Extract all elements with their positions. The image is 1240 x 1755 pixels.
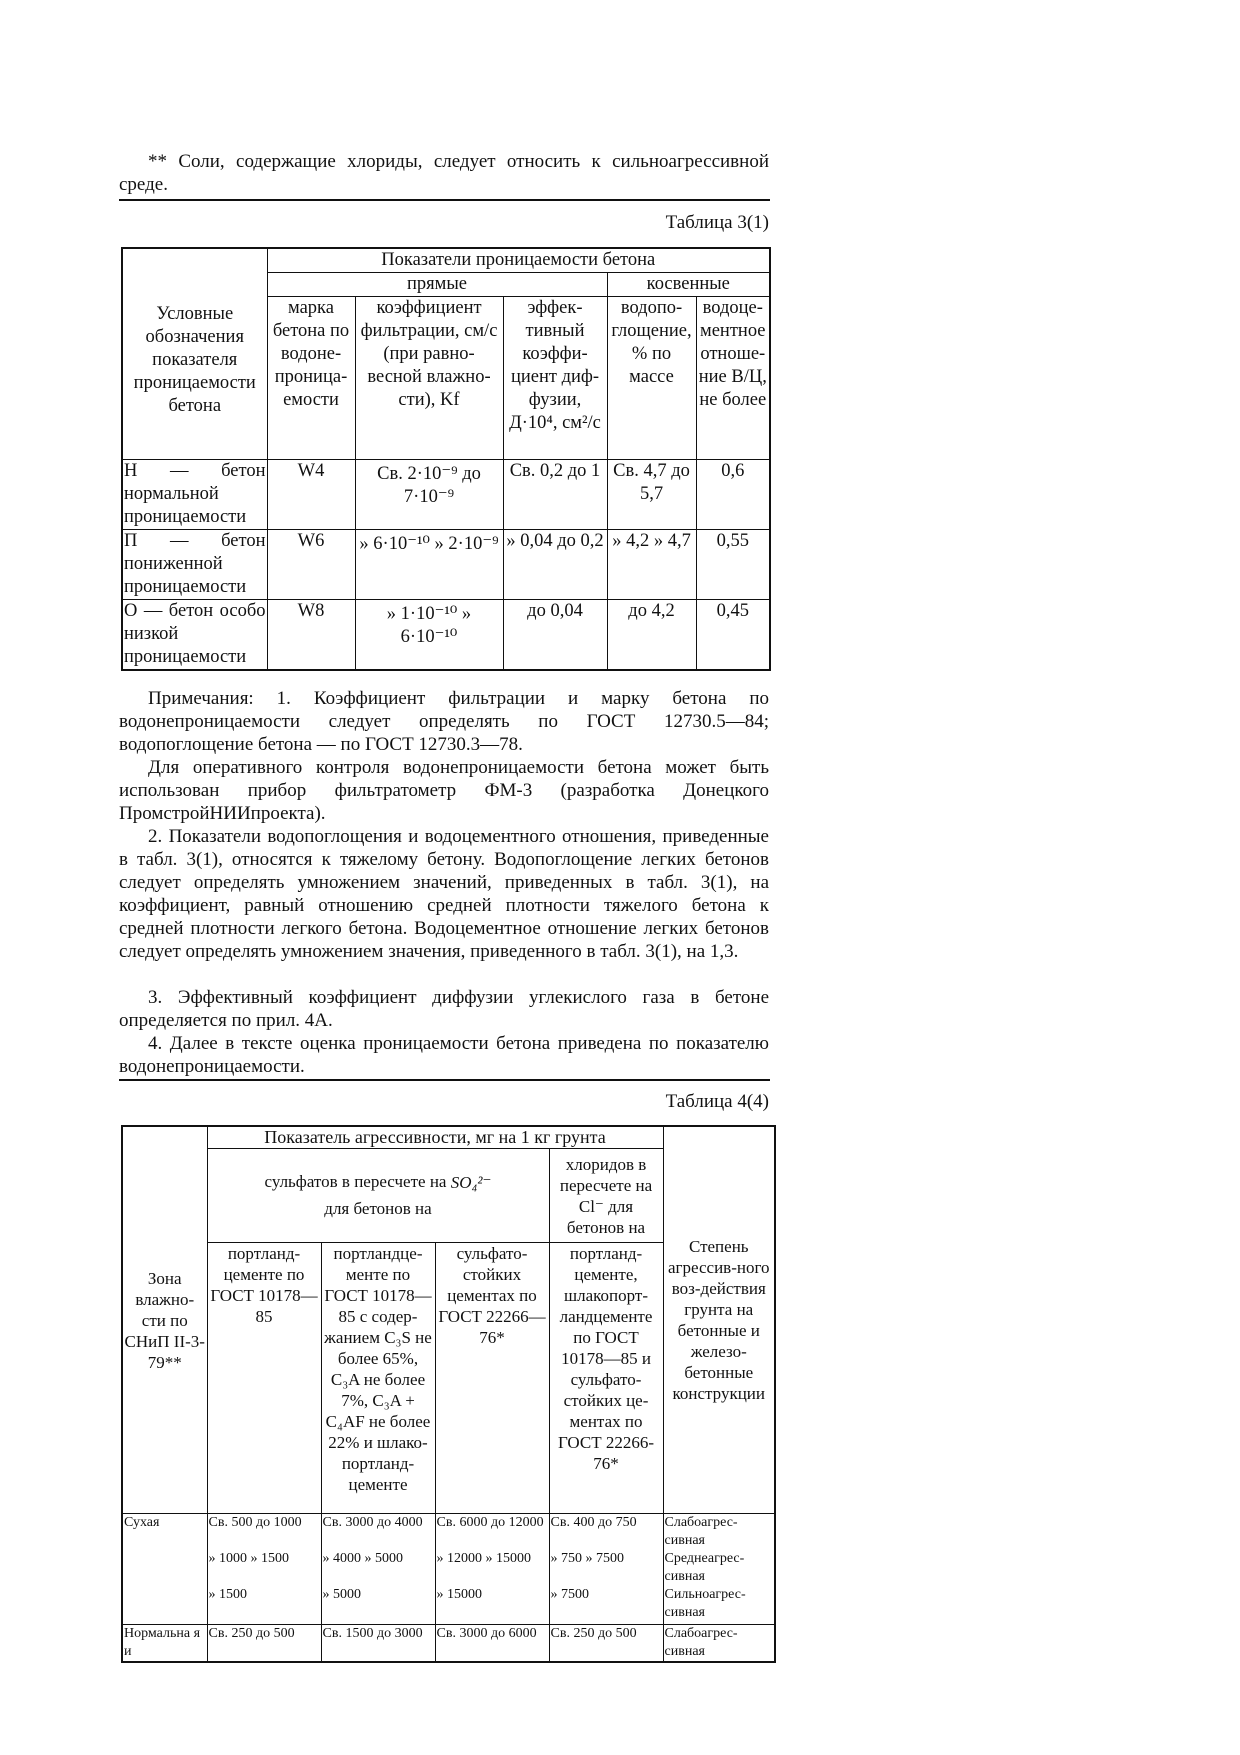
th-degree: Степень агрессив-ного воз-действия грунта на бетонные и железо-бетонные конструкции xyxy=(663,1126,775,1514)
th-sulfate xyxy=(207,1149,549,1243)
th-mark: марка бетона по водоне-проница-емости xyxy=(267,297,355,460)
intro-footnote: ** Соли, содержащие хлориды, следует относить к сильноагрессивной среде. xyxy=(119,151,769,195)
table3-caption: Таблица 3(1) xyxy=(665,212,769,233)
cell-zone: Нормальна я и xyxy=(122,1624,207,1662)
cell-diffusion: до 0,04 xyxy=(503,600,607,671)
cell-value: » 1000 » 1500 xyxy=(207,1550,321,1586)
cell-mark: W4 xyxy=(267,460,355,530)
table-row xyxy=(122,1126,775,1149)
cell-absorption: Св. 4,7 до 5,7 xyxy=(607,460,696,530)
cell-value: Св. 500 до 1000 xyxy=(207,1514,321,1551)
cell-degree: Сильноагрес-сивная xyxy=(663,1586,775,1624)
th-diffusion: эффек-тивный коэффи-циент диф-фузии, Д·10⁴, см²/с xyxy=(503,297,607,460)
cell-wc-ratio: 0,6 xyxy=(696,460,770,530)
th-sulfate-resistant: сульфато-стойких цементах по ГОСТ 22266—76* xyxy=(435,1243,549,1514)
row-label: П — бетон пониженной проницаемости xyxy=(122,530,267,600)
th-zone: Зона влажно-сти по СНиП II-3-79** xyxy=(122,1126,207,1514)
cell-degree: Слабоагрес-сивная xyxy=(663,1624,775,1662)
table-row xyxy=(122,460,770,530)
th-indirect: косвенные xyxy=(607,273,770,297)
note-3: 3. Эффективный коэффициент диффузии углекислого газа в бетоне определяется по прил. 4А. xyxy=(119,987,769,1031)
note-1: Примечания: 1. Коэффициент фильтрации и марку бетона по водонепроницаемости следует определять по ГОСТ 12730.5—84; водопоглощение бетона — по ГОСТ 12730.3—78. xyxy=(119,688,769,755)
divider-rule xyxy=(119,199,770,201)
cell-degree: Среднеагрес-сивная xyxy=(663,1550,775,1586)
table-row xyxy=(122,1586,775,1624)
th-designation: Условные обозначения показателя проницаемости бетона xyxy=(122,248,267,460)
table-row xyxy=(122,1550,775,1586)
cell-mark: W8 xyxy=(267,600,355,671)
table-row xyxy=(122,1514,775,1551)
cell-value: » 1500 xyxy=(207,1586,321,1624)
note-4: 4. Далее в тексте оценка проницаемости бетона приведена по показателю водонепроницаемости. xyxy=(119,1033,769,1077)
row-label: Н — бетон нормальной проницаемости xyxy=(122,460,267,530)
th-aggressiveness-group: Показатель агрессивности, мг на 1 кг грунта xyxy=(207,1126,663,1149)
table4-aggressiveness xyxy=(121,1125,776,1663)
th-absorption: водопо-глощение, % по массе xyxy=(607,297,696,460)
note-1-cont: Для оперативного контроля водонепроницаемости бетона может быть использован прибор фильтратометр ФМ-3 (разработка Донецкого ПромстройНИИпроекта). xyxy=(119,757,769,824)
cell-zone: Сухая xyxy=(122,1514,207,1551)
cell-wc-ratio: 0,55 xyxy=(696,530,770,600)
cell-filtration: Св. 2·10⁻⁹ до 7·10⁻⁹ xyxy=(355,460,503,530)
cell-filtration: » 6·10⁻¹⁰ » 2·10⁻⁹ xyxy=(355,530,503,600)
cell-zone xyxy=(122,1550,207,1586)
note-2: 2. Показатели водопоглощения и водоцементного отношения, приведенные в табл. 3(1), относятся к тяжелому бетону. Водопоглощение легких бетонов следует определять умножением значений, приведенных в табл. 3(1), на коэффициент, равный отношению средней плотности тяжелого бетона к средней плотности легкого бетона. Водоцементное отношение легких бетонов следует определять умножением значения, приведенного в табл. 3(1), на 1,3. xyxy=(119,826,769,962)
divider-rule xyxy=(119,1079,770,1081)
cell-diffusion: Св. 0,2 до 1 xyxy=(503,460,607,530)
cell-diffusion: » 0,04 до 0,2 xyxy=(503,530,607,600)
th-chloride-cements: портланд-цементе, шлакопорт-ландцементе по ГОСТ 10178—85 и сульфато-стойких це-ментах по ГОСТ 22266-76* xyxy=(549,1243,663,1514)
cell-zone xyxy=(122,1586,207,1624)
table-row xyxy=(122,600,770,671)
cell-value: Св. 3000 до 4000 xyxy=(321,1514,435,1551)
cell-value: » 750 » 7500 xyxy=(549,1550,663,1586)
cell-value: Св. 400 до 750 xyxy=(549,1514,663,1551)
cell-value: Св. 250 до 500 xyxy=(549,1624,663,1662)
cell-value: » 7500 xyxy=(549,1586,663,1624)
so4-formula: SO₄²⁻ xyxy=(450,1173,492,1193)
th-wc-ratio: водоце-ментное отноше-ние В/Ц, не более xyxy=(696,297,770,460)
th-direct: прямые xyxy=(267,273,607,297)
cell-value: Св. 3000 до 6000 xyxy=(435,1624,549,1662)
cell-wc-ratio: 0,45 xyxy=(696,600,770,671)
cell-value: » 4000 » 5000 xyxy=(321,1550,435,1586)
cell-value: Св. 6000 до 12000 xyxy=(435,1514,549,1551)
cell-degree: Слабоагрес-сивная xyxy=(663,1514,775,1551)
th-chloride: хлоридов в пересчете на Cl⁻ для бетонов на xyxy=(549,1149,663,1243)
cell-value: Св. 1500 до 3000 xyxy=(321,1624,435,1662)
th-permeability-group: Показатели проницаемости бетона xyxy=(267,248,770,273)
th-sulfate-suffix: для бетонов на xyxy=(324,1199,432,1219)
cell-absorption: » 4,2 » 4,7 xyxy=(607,530,696,600)
cell-value: Св. 250 до 500 xyxy=(207,1624,321,1662)
cell-absorption: до 4,2 xyxy=(607,600,696,671)
th-sulfate-prefix: сульфатов в пересчете на xyxy=(264,1171,447,1191)
cell-value: » 12000 » 15000 xyxy=(435,1550,549,1586)
th-portland: портланд-цементе по ГОСТ 10178—85 xyxy=(207,1243,321,1514)
table-row xyxy=(122,248,770,273)
table-row xyxy=(122,1624,775,1662)
table3-permeability xyxy=(121,247,771,671)
cell-filtration: » 1·10⁻¹⁰ » 6·10⁻¹⁰ xyxy=(355,600,503,671)
row-label: О — бетон особо низкой проницаемости xyxy=(122,600,267,671)
th-filtration: коэффициент фильтрации, см/с (при равно-весной влажно-сти), Kf xyxy=(355,297,503,460)
cell-value: » 15000 xyxy=(435,1586,549,1624)
table4-caption: Таблица 4(4) xyxy=(665,1091,769,1112)
cell-mark: W6 xyxy=(267,530,355,600)
th-portland-slag: портландце-менте по ГОСТ 10178—85 с содер-жанием C₃S не более 65%, C₃A не более 7%, C₃A + C₄AF не более 22% и шлако-портланд-цементе xyxy=(321,1243,435,1514)
cell-value: » 5000 xyxy=(321,1586,435,1624)
table-row xyxy=(122,530,770,600)
